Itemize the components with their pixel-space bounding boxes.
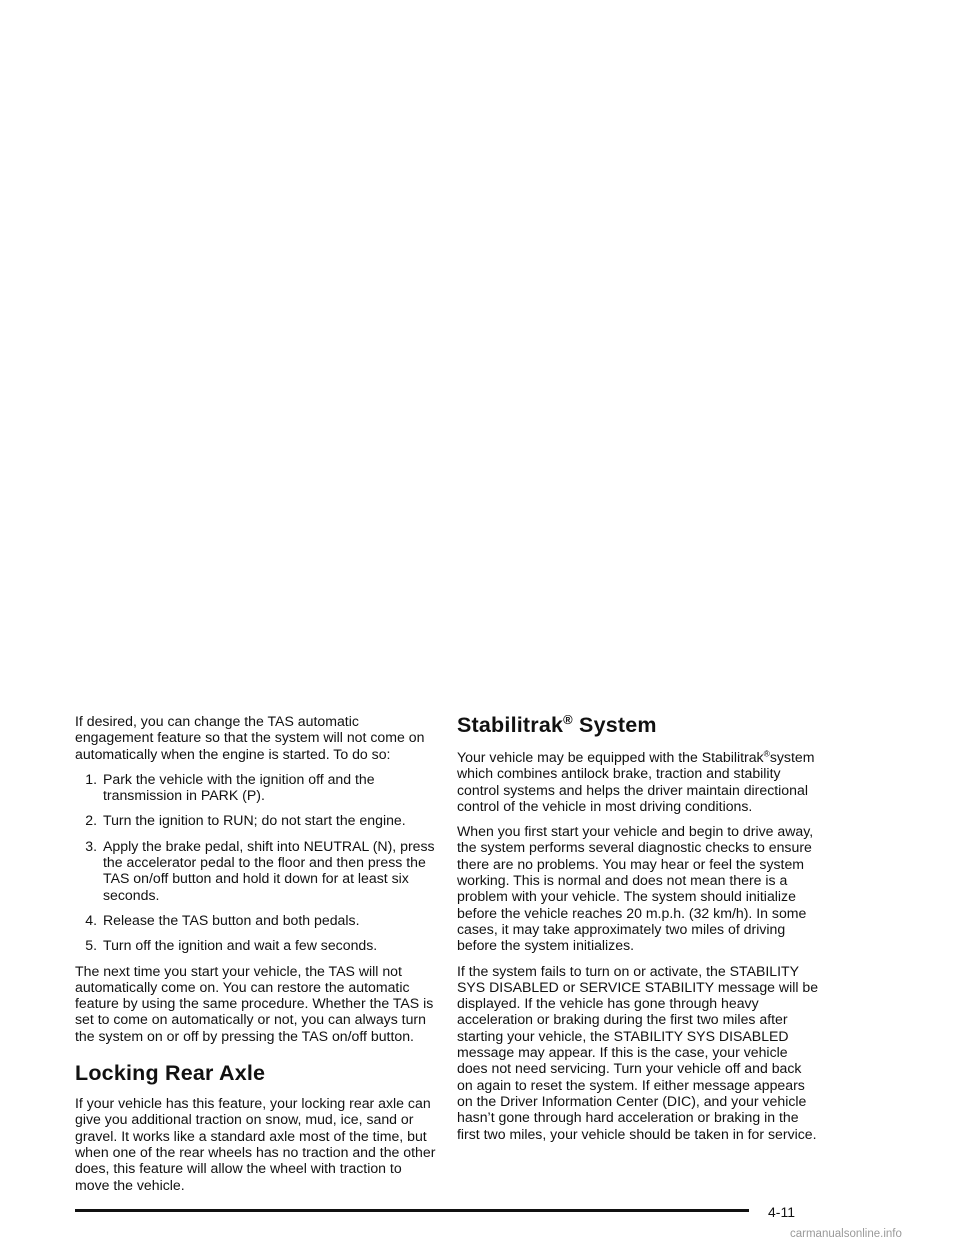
page-number: 4-11 (768, 1204, 795, 1220)
tas-restore-paragraph: The next time you start your vehicle, the TAS will not automatically come on. You can restore the automatic feature by using the same procedure. Whether the TAS is set to come on automatically or not, you can always turn the system on or off by pressing the TAS on/off button. (75, 962, 434, 1044)
step-number: 1. (85, 770, 97, 787)
stabilitrak-heading (457, 712, 819, 738)
left-column (75, 0, 437, 1202)
step-number: 2. (85, 812, 97, 829)
locking-rear-axle-paragraph: If your vehicle has this feature, your locking rear axle can give you additional traction on snow, mud, ice, sand or gravel. It works like a standard axle most of the time, but when one of the rear wheels has no traction and the other does, this feature will allow the wheel with traction to move the vehicle. (75, 1095, 436, 1193)
step-number: 5. (85, 937, 97, 954)
list-item (75, 771, 437, 804)
stabilitrak-intro-b: system which combines antilock brake, traction and stability control systems and helps the driver maintain directional control of the vehicle in most driving conditions. (457, 749, 815, 814)
step-text: Turn the ignition to RUN; do not start the engine. (103, 812, 406, 829)
list-item (75, 812, 437, 828)
stabilitrak-heading-text: Stabilitrak (457, 713, 564, 737)
stabilitrak-intro-a: Your vehicle may be equipped with the Stabilitrak (457, 749, 764, 765)
locking-rear-axle-heading: Locking Rear Axle (75, 1061, 266, 1086)
step-number: 3. (85, 837, 97, 854)
right-column (457, 0, 819, 1151)
step-number: 4. (85, 911, 97, 928)
step-text: Release the TAS button and both pedals. (103, 911, 360, 928)
tas-steps-list (75, 771, 437, 954)
stabilitrak-intro-paragraph (457, 749, 819, 814)
registered-mark: ® (563, 711, 573, 727)
stabilitrak-heading-tail: System (572, 713, 657, 737)
watermark: carmanualsonline.info (790, 1228, 902, 1240)
list-item (75, 838, 437, 903)
stabilitrak-message-paragraph: If the system fails to turn on or activate, the STABILITY SYS DISABLED or SERVICE STABILITY message will be displayed. If the vehicle has gone through heavy acceleration or braking during the first two miles after starting your vehicle, the STABILITY SYS DISABLED message may appear. If this is the case, your vehicle does not need servicing. Turn your vehicle off and back on again to reset the system. If either message appears on the Driver Information Center (DIC), and your vehicle hasn’t gone through hard acceleration or braking in the first two miles, your vehicle should be taken in for service. (457, 962, 819, 1142)
list-item (75, 912, 437, 928)
stabilitrak-diagnostic-paragraph: When you first start your vehicle and begin to drive away, the system performs several diagnostic checks to ensure there are no problems. You may hear or feel the system working. This is normal and does not mean there is a problem with your vehicle. The system should initialize before the vehicle reaches 20 m.p.h. (32 km/h). In some cases, it may take approximately two miles of driving before the system initializes. (457, 823, 814, 954)
footer-rule (75, 1209, 749, 1212)
registered-mark: ® (763, 748, 770, 759)
step-text: Park the vehicle with the ignition off and the transmission in PARK (P). (103, 770, 375, 804)
step-text: Turn off the ignition and wait a few seconds. (103, 937, 378, 954)
tas-intro-paragraph: If desired, you can change the TAS automatic engagement feature so that the system will not come on automatically when the engine is started. To do so: (75, 713, 425, 762)
step-text: Apply the brake pedal, shift into NEUTRAL (N), press the accelerator pedal to the floor and then press the TAS on/off button and hold it down for at least six seconds. (103, 837, 435, 903)
list-item (75, 937, 437, 953)
